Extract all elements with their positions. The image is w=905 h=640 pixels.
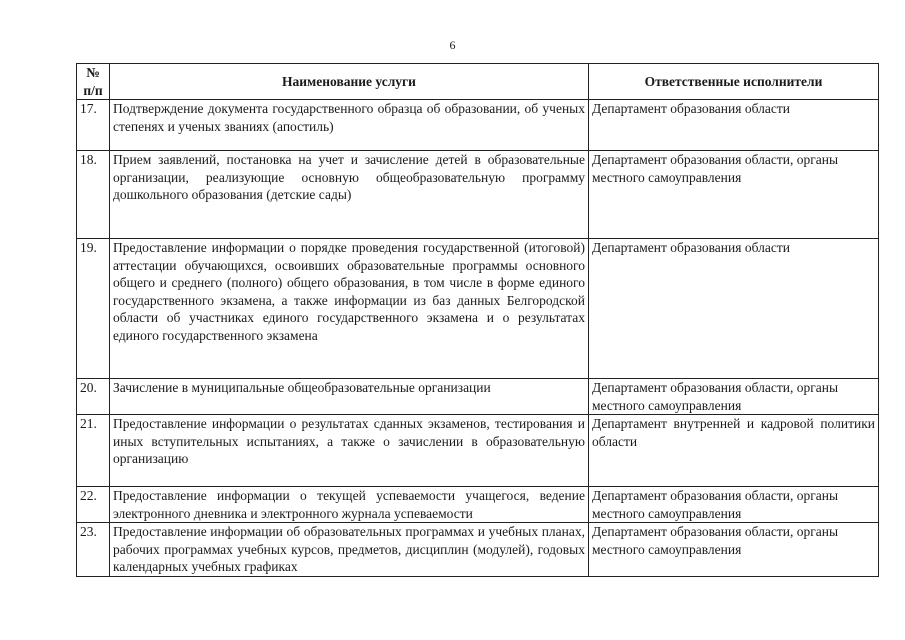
header-service: Наименование услуги (110, 64, 589, 100)
responsible-party: Департамент внутренней и кадровой политики области (589, 415, 879, 487)
responsible-party: Департамент образования области, органы местного самоуправления (589, 487, 879, 523)
row-number: 21. (77, 415, 110, 487)
service-name: Прием заявлений, постановка на учет и зачисление детей в образовательные организации, реализующие основную общеобразовательную программу дошкольного образования (детские сады) (110, 151, 589, 239)
row-number: 23. (77, 523, 110, 577)
row-number: 20. (77, 379, 110, 415)
table-row (77, 100, 879, 151)
header-responsible: Ответственные исполнители (589, 64, 879, 100)
row-number: 17. (77, 100, 110, 151)
header-number-abbr: п/п (83, 82, 103, 98)
row-number: 18. (77, 151, 110, 239)
service-name: Подтверждение документа государственного образца об образовании, об ученых степенях и ученых званиях (апостиль) (110, 100, 589, 151)
page-number: 6 (449, 38, 456, 52)
services-table (76, 63, 879, 577)
table-row (77, 151, 879, 239)
row-number: 22. (77, 487, 110, 523)
table-row (77, 379, 879, 415)
table-header-row (77, 64, 879, 100)
responsible-party: Департамент образования области, органы местного самоуправления (589, 379, 879, 415)
header-number (77, 64, 110, 100)
row-number: 19. (77, 239, 110, 379)
table-row (77, 487, 879, 523)
service-name: Предоставление информации об образовательных программах и учебных планах, рабочих программах учебных курсов, предметов, дисциплин (модулей), годовых календарных учебных графиках (110, 523, 589, 577)
table-row (77, 415, 879, 487)
header-number-symbol: № (86, 65, 100, 80)
service-name: Предоставление информации о результатах сданных экзаменов, тестирования и иных вступительных испытаниях, а также о зачислении в образовательную организацию (110, 415, 589, 487)
responsible-party: Департамент образования области (589, 239, 879, 379)
responsible-party: Департамент образования области, органы местного самоуправления (589, 151, 879, 239)
table-row (77, 239, 879, 379)
service-name: Предоставление информации о текущей успеваемости учащегося, ведение электронного дневника и электронного журнала успеваемости (110, 487, 589, 523)
responsible-party: Департамент образования области, органы местного самоуправления (589, 523, 879, 577)
table-row (77, 523, 879, 577)
service-name: Зачисление в муниципальные общеобразовательные организации (110, 379, 589, 415)
service-name: Предоставление информации о порядке проведения государственной (итоговой) аттестации обучающихся, освоивших образовательные программы основного общего и среднего (полного) общего образования, в том числе в форме единого государственного экзамена, а также информации из баз данных Белгородской области об участниках единого государственного экзамена и о результатах единого государственного экзамена (110, 239, 589, 379)
responsible-party: Департамент образования области (589, 100, 879, 151)
